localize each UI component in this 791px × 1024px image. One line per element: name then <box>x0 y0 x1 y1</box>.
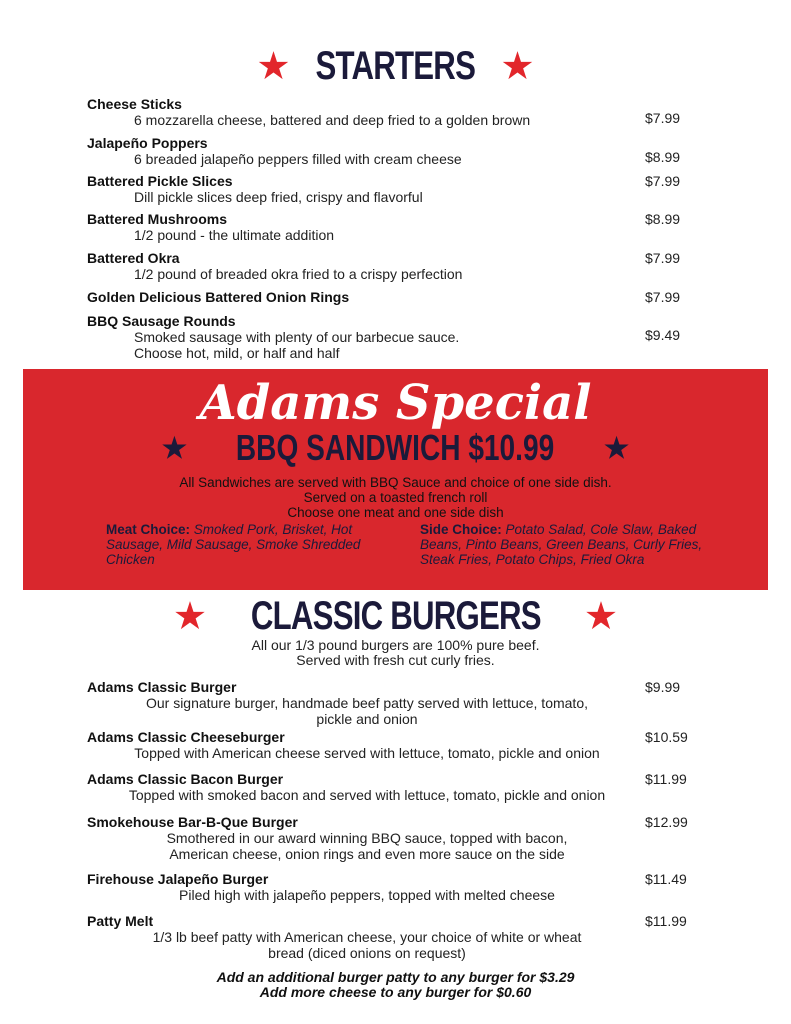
menu-item <box>87 211 697 243</box>
menu-item <box>87 871 697 903</box>
item-desc: Choose hot, mild, or half and half <box>134 345 340 361</box>
menu-item <box>87 173 697 205</box>
item-price: $7.99 <box>645 110 681 126</box>
item-desc: Piled high with jalapeño peppers, topped with melted cheese <box>179 887 555 903</box>
menu-item <box>87 679 697 727</box>
menu-item <box>87 771 697 803</box>
item-desc: bread (diced onions on request) <box>268 945 466 961</box>
item-price: $7.99 <box>645 250 681 266</box>
bbq-sandwich-heading <box>23 427 768 469</box>
item-desc: Smothered in our award winning BBQ sauce, topped with bacon, <box>166 830 568 846</box>
item-name: Patty Melt <box>87 913 154 929</box>
item-name: Adams Classic Bacon Burger <box>87 771 284 787</box>
meat-choice <box>106 522 396 567</box>
burgers-footer-note: Add an additional burger patty to any burger for $3.29 <box>216 969 575 985</box>
special-banner <box>23 369 768 590</box>
item-desc: 6 mozzarella cheese, battered and deep fried to a golden brown <box>134 112 531 128</box>
menu-item <box>87 96 697 128</box>
menu-item <box>87 913 697 961</box>
bbq-sandwich-title: BBQ SANDWICH $10.99 <box>236 427 555 468</box>
item-desc: Dill pickle slices deep fried, crispy and flavorful <box>134 189 423 205</box>
special-line: Choose one meat and one side dish <box>287 505 504 520</box>
special-title: Adams Special <box>199 375 592 431</box>
side-choice-label: Side Choice: <box>420 522 502 537</box>
side-choice-text: Potato Salad, Cole Slaw, Baked Beans, Pinto Beans, Green Beans, Curly Fries, Steak Fries, Potato Chips, Fried Okra <box>420 522 703 567</box>
burgers-footer-note: Add more cheese to any burger for $0.60 <box>259 984 532 1000</box>
special-line: All Sandwiches are served with BBQ Sauce and choice of one side dish. <box>179 475 612 490</box>
item-name: Firehouse Jalapeño Burger <box>87 871 269 887</box>
item-desc: Smoked sausage with plenty of our barbecue sauce. <box>134 329 460 345</box>
item-desc: 1/2 pound - the ultimate addition <box>134 227 335 243</box>
item-name: Adams Classic Cheeseburger <box>87 729 285 745</box>
menu-item <box>87 289 697 305</box>
item-name: Golden Delicious Battered Onion Rings <box>87 289 350 305</box>
item-price: $7.99 <box>645 289 681 305</box>
side-choice <box>420 522 720 567</box>
star-icon: ★ <box>161 432 187 464</box>
item-price: $8.99 <box>645 149 681 165</box>
menu-item <box>87 814 697 862</box>
item-desc: Our signature burger, handmade beef patty served with lettuce, tomato, <box>145 695 589 711</box>
burgers-intro: All our 1/3 pound burgers are 100% pure beef. <box>251 637 540 653</box>
item-price: $12.99 <box>645 814 688 830</box>
starters-title: STARTERS <box>315 44 476 88</box>
menu-item <box>87 729 697 761</box>
item-price: $11.99 <box>645 913 687 929</box>
special-line: Served on a toasted french roll <box>303 490 488 505</box>
star-icon: ★ <box>585 597 617 636</box>
item-price: $11.49 <box>645 871 687 887</box>
burgers-title: CLASSIC BURGERS <box>250 594 541 638</box>
item-price: $8.99 <box>645 211 681 227</box>
meat-choice-label: Meat Choice: <box>106 522 191 537</box>
item-price: $9.49 <box>645 327 681 343</box>
item-price: $7.99 <box>645 173 681 189</box>
star-icon: ★ <box>258 47 289 86</box>
item-desc: 1/3 lb beef patty with American cheese, your choice of white or wheat <box>152 929 582 945</box>
meat-choice-text: Smoked Pork, Brisket, Hot Sausage, Mild Sausage, Smoke Shredded Chicken <box>106 522 361 567</box>
item-name: Cheese Sticks <box>87 96 182 112</box>
item-desc: 1/2 pound of breaded okra fried to a crispy perfection <box>134 266 463 282</box>
star-icon: ★ <box>502 47 533 86</box>
burgers-intro: Served with fresh cut curly fries. <box>296 652 495 668</box>
item-name: Battered Okra <box>87 250 180 266</box>
starters-heading <box>0 44 791 89</box>
item-name: Battered Mushrooms <box>87 211 228 227</box>
item-desc: American cheese, onion rings and even more sauce on the side <box>169 846 565 862</box>
item-price: $10.59 <box>645 729 688 745</box>
star-icon: ★ <box>174 597 206 636</box>
item-name: BBQ Sausage Rounds <box>87 313 236 329</box>
item-desc: Topped with smoked bacon and served with lettuce, tomato, pickle and onion <box>128 787 606 803</box>
item-name: Jalapeño Poppers <box>87 135 208 151</box>
item-desc: 6 breaded jalapeño peppers filled with cream cheese <box>134 151 462 167</box>
menu-item <box>87 135 697 167</box>
item-name: Smokehouse Bar-B-Que Burger <box>87 814 298 830</box>
item-name: Adams Classic Burger <box>87 679 237 695</box>
menu-item <box>87 250 697 282</box>
burgers-heading <box>0 594 791 639</box>
item-desc: Topped with American cheese served with lettuce, tomato, pickle and onion <box>134 745 600 761</box>
star-icon: ★ <box>604 432 630 464</box>
item-price: $9.99 <box>645 679 681 695</box>
menu-item <box>87 313 697 361</box>
item-desc: pickle and onion <box>316 711 418 727</box>
item-name: Battered Pickle Slices <box>87 173 233 189</box>
item-price: $11.99 <box>645 771 687 787</box>
